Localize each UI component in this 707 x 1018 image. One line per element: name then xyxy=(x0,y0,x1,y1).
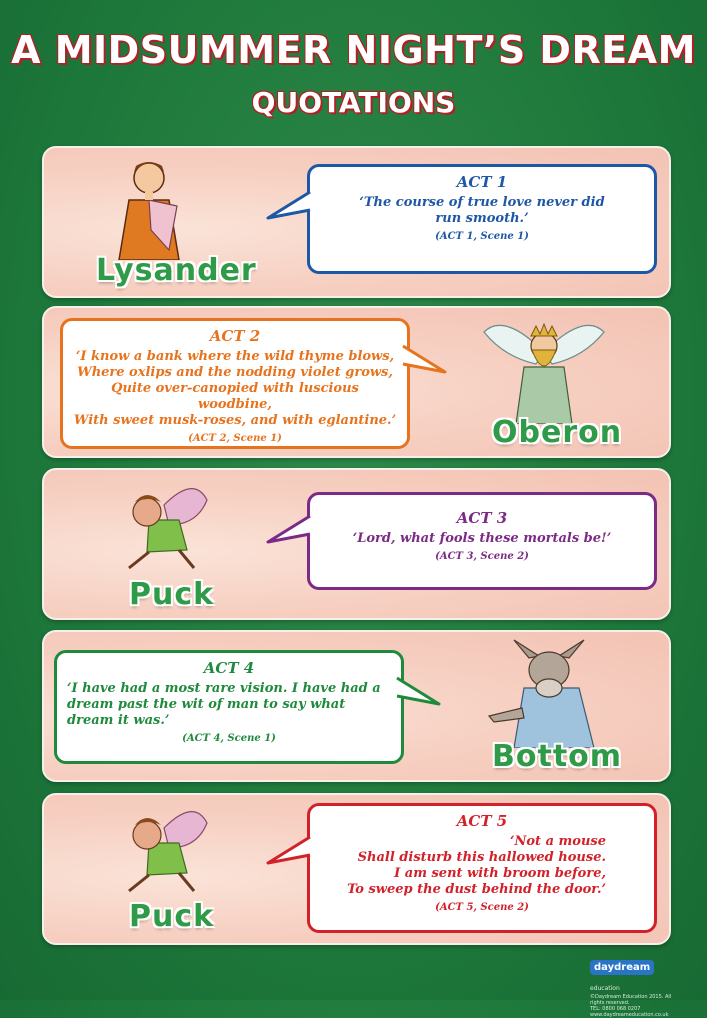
quote-panel-act-3 xyxy=(42,468,671,620)
logo-badge xyxy=(590,955,675,994)
lysander-illustration xyxy=(99,150,199,260)
act-heading: ACT 4 xyxy=(203,659,255,677)
speech-bubble-act-1 xyxy=(307,164,657,274)
logo-subtext: education xyxy=(590,985,620,992)
character-name-bottom: Bottom xyxy=(492,739,623,774)
copyright-text: ©Daydream Education 2015. All rights reserved. xyxy=(590,994,672,1006)
speech-bubble-act-3 xyxy=(307,492,657,590)
character-name-oberon: Oberon xyxy=(492,415,623,450)
puck-illustration xyxy=(109,803,209,895)
quote-text: ‘I know a bank where the wild thyme blows, Where oxlips and the nodding violet grows, Quite over-canopied with luscious woodbine, With sweet musk-roses, and with eglantine.’ xyxy=(73,349,397,428)
scene-reference: (ACT 2, Scene 1) xyxy=(188,433,282,444)
speech-bubble-act-5 xyxy=(307,803,657,933)
phone-number: TEL: 0800 068 0207 xyxy=(590,1006,641,1012)
speech-bubble-act-2 xyxy=(60,318,410,449)
logo-text: daydream xyxy=(590,960,654,975)
quote-panel-act-4 xyxy=(42,630,671,782)
bubble-tail xyxy=(266,184,312,224)
quote-text: ‘I have had a most rare vision. I have had a dream past the wit of man to say what dream it was.’ xyxy=(67,681,381,728)
character-name-puck: Puck xyxy=(129,577,215,612)
quote-panel-act-1 xyxy=(42,146,671,298)
character-name-lysander: Lysander xyxy=(96,253,257,288)
oberon-illustration xyxy=(474,312,614,424)
quote-text: ‘Not a mouse Shall disturb this hallowed house. I am sent with broom before, To sweep the dust behind the door.’ xyxy=(347,834,606,897)
bubble-tail xyxy=(266,508,312,548)
publisher-logo xyxy=(590,955,675,1018)
website-link: www.daydreameducation.co.uk xyxy=(590,1012,669,1018)
scene-reference: (ACT 4, Scene 1) xyxy=(182,733,276,744)
quote-panel-act-2 xyxy=(42,306,671,458)
act-heading: ACT 2 xyxy=(209,327,261,345)
act-heading: ACT 3 xyxy=(456,509,508,527)
scene-reference: (ACT 5, Scene 2) xyxy=(435,902,529,913)
bubble-tail xyxy=(266,829,312,869)
act-heading: ACT 1 xyxy=(456,173,508,191)
bubble-tail xyxy=(401,338,447,378)
speech-bubble-act-4 xyxy=(54,650,404,764)
quote-panel-act-5 xyxy=(42,793,671,945)
act-heading: ACT 5 xyxy=(456,812,508,830)
quote-text: ‘Lord, what fools these mortals be!’ xyxy=(352,531,612,546)
scene-reference: (ACT 3, Scene 2) xyxy=(435,551,529,562)
bubble-tail xyxy=(395,670,441,710)
puck-illustration xyxy=(109,480,209,572)
bottom-illustration xyxy=(484,638,614,748)
quote-text: ‘The course of true love never did run smooth.’ xyxy=(359,195,605,226)
poster-subtitle: QUOTATIONS xyxy=(251,86,456,119)
scene-reference: (ACT 1, Scene 1) xyxy=(435,231,529,242)
poster-title: A MIDSUMMER NIGHT’S DREAM xyxy=(11,28,696,72)
character-name-puck: Puck xyxy=(129,899,215,934)
